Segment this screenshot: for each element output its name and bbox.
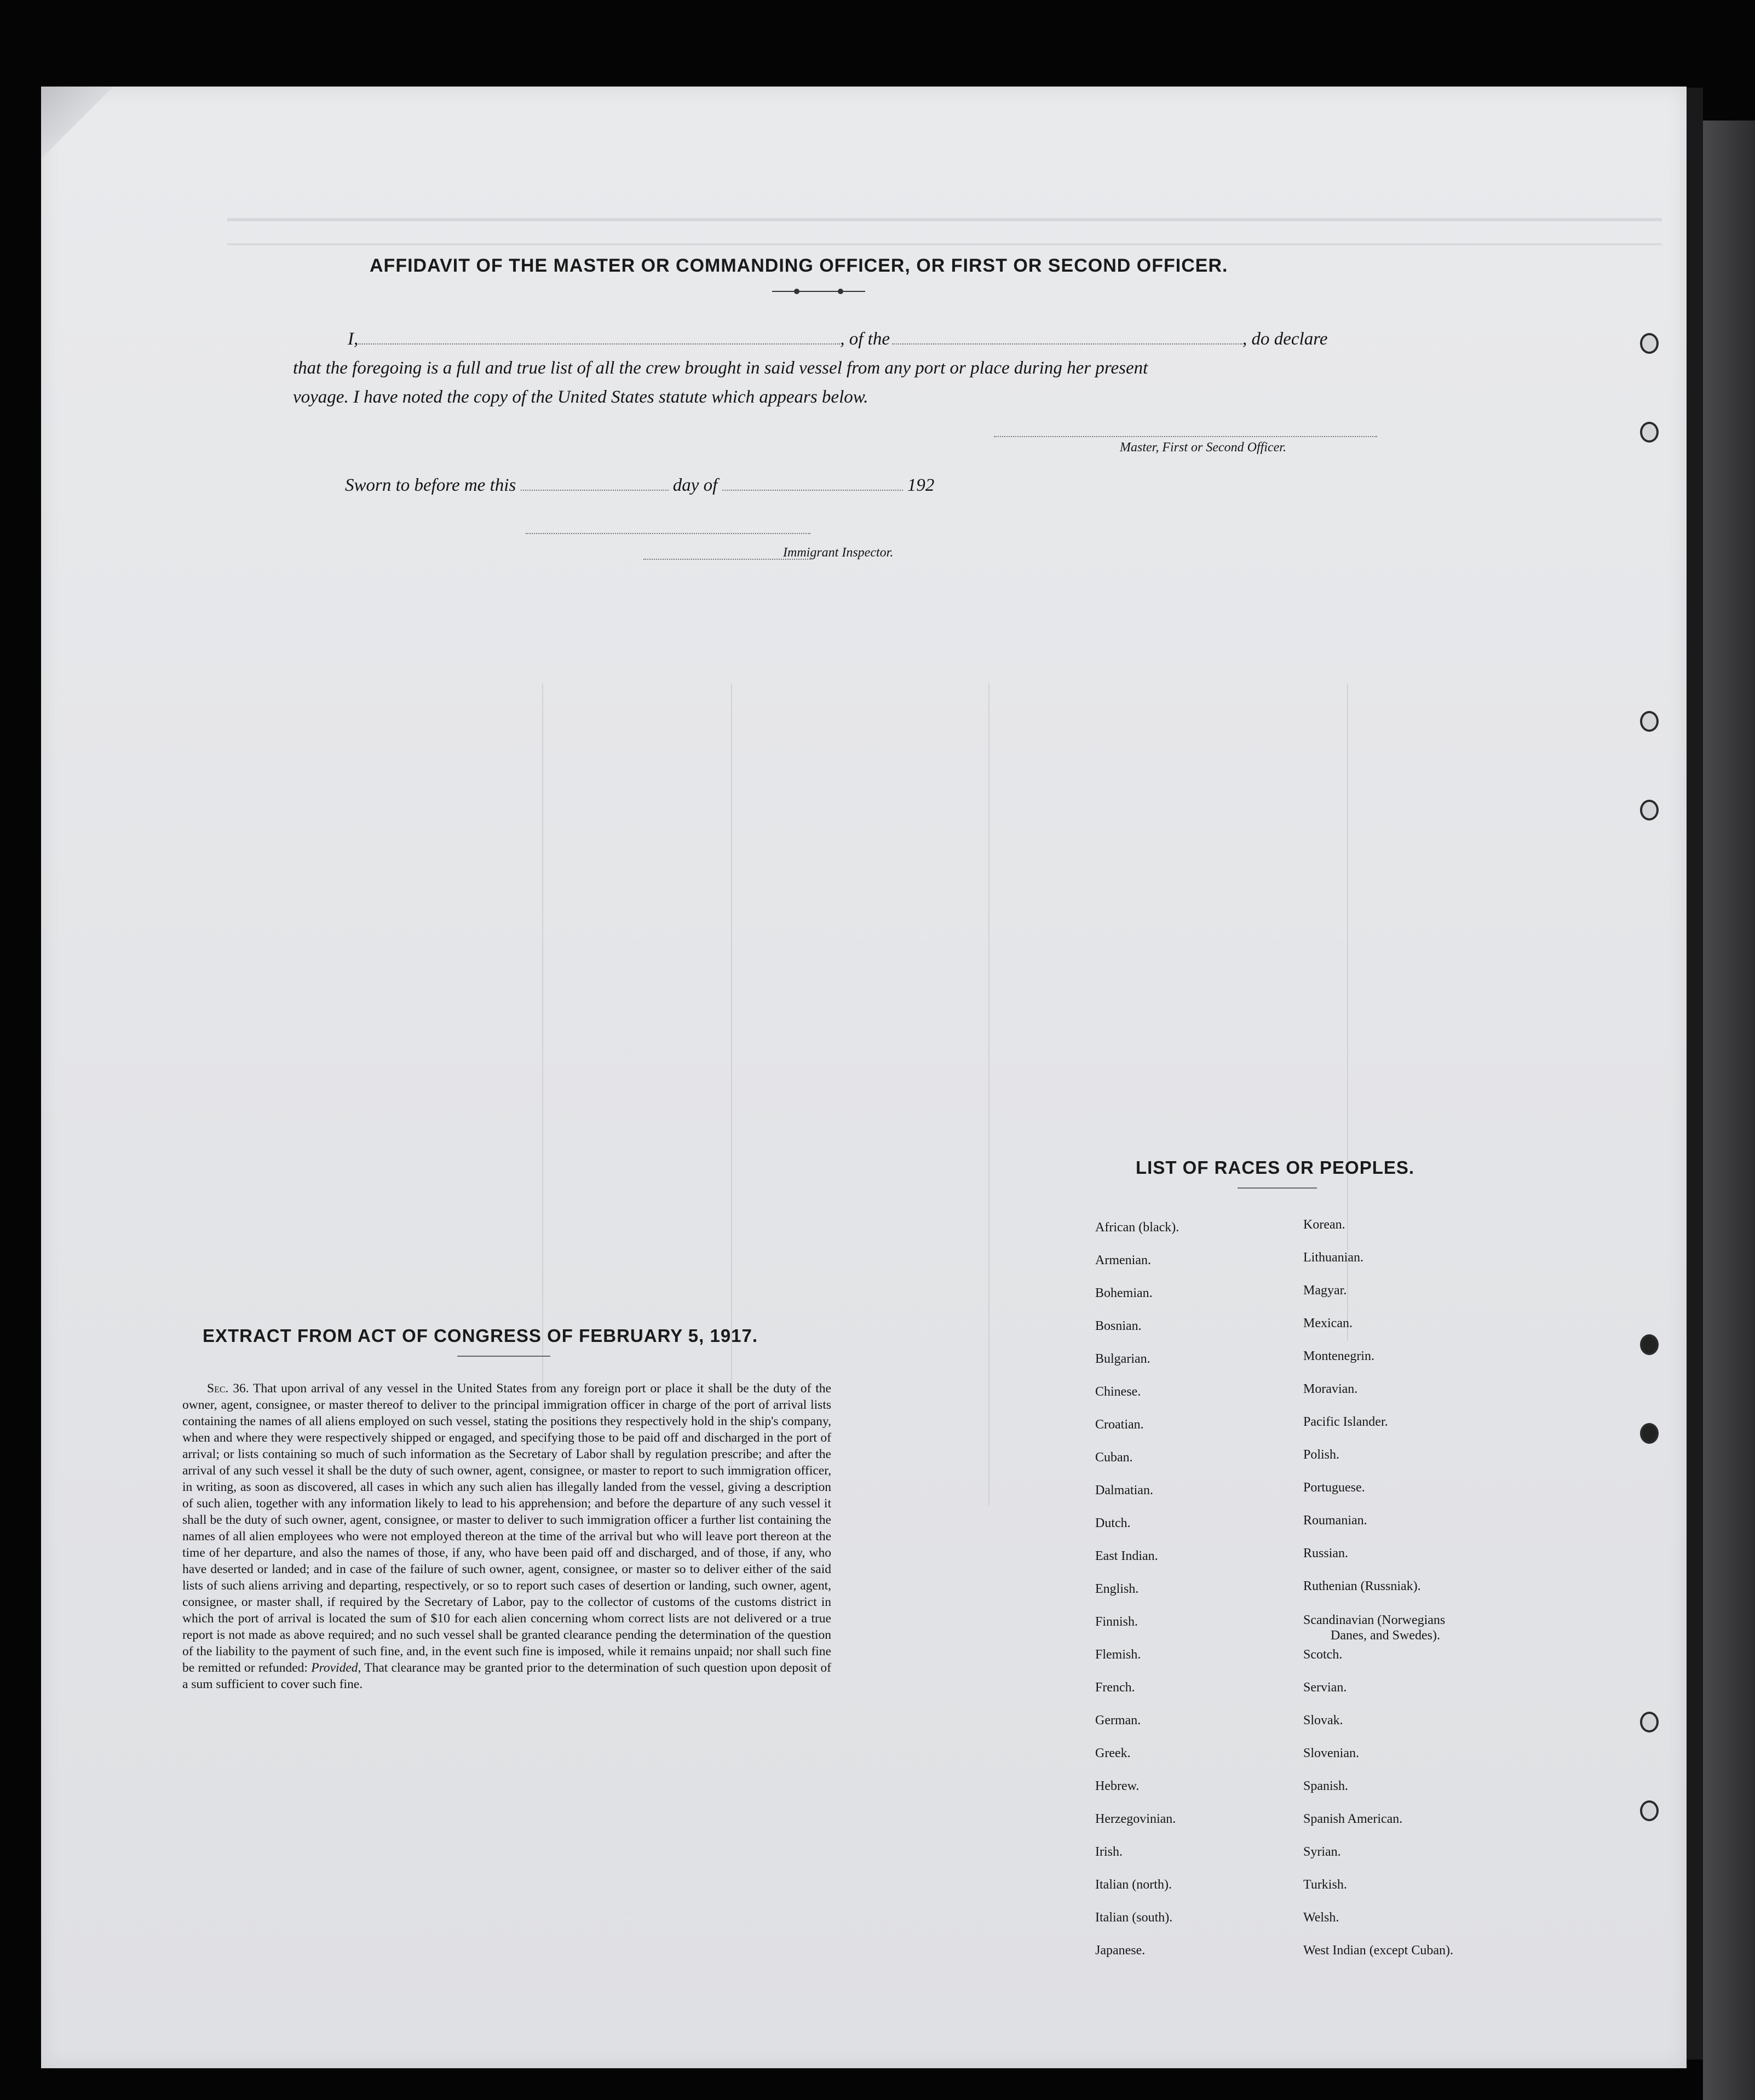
- binder-hole: [1640, 1423, 1659, 1444]
- master-signature-line[interactable]: [994, 436, 1377, 437]
- race-item: Finnish.: [1095, 1615, 1138, 1629]
- declaration-line: [293, 325, 1415, 354]
- race-item: Slovak.: [1303, 1713, 1343, 1728]
- affidavit-line-2: that the foregoing is a full and true list of all the crew brought in said vessel from any port or place during her present: [293, 358, 1148, 378]
- binder-hole: [1640, 800, 1659, 821]
- section-text-b: That clearance may be granted prior to the determination of such question upon deposit of a sum sufficient to cover such fine.: [182, 1661, 831, 1691]
- races-heading: LIST OF RACES OR PEOPLES.: [1136, 1157, 1415, 1178]
- manifest-page: [41, 87, 1687, 2068]
- race-item: Italian (south).: [1095, 1910, 1173, 1925]
- race-item: Spanish.: [1303, 1779, 1349, 1793]
- do-declare-label: , do declare: [1242, 329, 1328, 349]
- race-item: Bosnian.: [1095, 1319, 1142, 1333]
- race-item: Korean.: [1303, 1218, 1345, 1232]
- section-text-a: That upon arrival of any vessel in the United States from any foreign port or place it shall be the duty of the owner, agent, consignee, or master thereof to deliver to the principal immigration officer in charge of the port of arrival lists containing the names of all aliens employed on such vessel, stating the positions they respectively hold in the ship's company, when and where they were respectively shipped or engaged, and specifying those to be paid off and discharged in the port of arrival; or lists containing so much of such information as the Secretary of Labor shall by regulation prescribe; and after the arrival of any such vessel it shall be the duty of such owner, agent, consignee, or master to report to such immigration officer, in writing, as soon as discovered, all cases in which any such alien has illegally landed from the vessel, giving a description of such alien, together with any information likely to lead to his apprehension; and before the departure of any such vessel it shall be the duty of such owner, agent, consignee, or master to deliver to such immigration officer a further list containing the names of all alien employees who were not employed thereon at the time of the arrival but who will leave port thereon at the time of her departure, and also the names of those, if any, who have been paid off and discharged, and of those, if any, who have deserted or landed; and in case of the failure of such owner, agent, consignee, or master so to deliver either of the said lists of such aliens arriving and departing, respectively, or so to report such cases of desertion or landing, such owner, agent, consignee, or master shall, if required by the Secretary of Labor, pay to the collector of customs of the customs district in which the port of arrival is located the sum of $10 for each alien concerning whom correct lists are not delivered or a true report is not made as above required; and no such vessel shall be granted clearance pending the determination of the question of the liability to the payment of such fine, and, in the event such fine is imposed, while it remains unpaid; nor shall such fine be remitted or refunded:: [182, 1381, 831, 1675]
- race-item: Cuban.: [1095, 1450, 1133, 1465]
- race-item: Greek.: [1095, 1746, 1131, 1760]
- race-item: Hebrew.: [1095, 1779, 1140, 1793]
- faint-column-line: [988, 684, 989, 1505]
- race-item: Scandinavian (Norwegians: [1303, 1613, 1446, 1627]
- page-edge-shadow: [1687, 88, 1703, 2059]
- binder-hole: [1640, 333, 1659, 354]
- race-item: Spanish American.: [1303, 1812, 1403, 1826]
- race-item: East Indian.: [1095, 1549, 1158, 1563]
- binder-hole: [1640, 1334, 1659, 1355]
- race-item: Irish.: [1095, 1845, 1123, 1859]
- heading-ornament: [772, 288, 865, 295]
- races-rule: [1238, 1187, 1317, 1189]
- folded-corner: [41, 87, 118, 169]
- day-of-label: day of: [672, 475, 718, 495]
- background-strip: [1703, 121, 1755, 2100]
- race-item: Italian (north).: [1095, 1878, 1172, 1892]
- race-item: Turkish.: [1303, 1878, 1347, 1892]
- race-item: English.: [1095, 1582, 1139, 1596]
- inspector-caption: Immigrant Inspector.: [783, 546, 894, 560]
- race-item: Scotch.: [1303, 1648, 1343, 1662]
- extract-section-text: [182, 1380, 831, 1692]
- race-item: Polish.: [1303, 1448, 1340, 1462]
- race-item: Lithuanian.: [1303, 1250, 1363, 1265]
- master-caption: Master, First or Second Officer.: [1120, 440, 1286, 455]
- sworn-label: Sworn to before me this: [345, 475, 516, 495]
- affidavit-line-3: voyage. I have noted the copy of the United States statute which appears below.: [293, 387, 868, 407]
- year-prefix: 192: [907, 475, 935, 495]
- race-item: Magyar.: [1303, 1283, 1347, 1298]
- race-item: Herzegovinian.: [1095, 1812, 1176, 1826]
- race-item: Portuguese.: [1303, 1481, 1365, 1495]
- race-item: French.: [1095, 1680, 1135, 1695]
- race-item: Pacific Islander.: [1303, 1415, 1388, 1429]
- race-item: Bulgarian.: [1095, 1352, 1150, 1366]
- binder-hole: [1640, 1800, 1659, 1821]
- extract-rule: [457, 1356, 550, 1357]
- bleed-through-heading: [227, 218, 1662, 245]
- race-item: Slovenian.: [1303, 1746, 1359, 1760]
- race-item: Montenegrin.: [1303, 1349, 1374, 1363]
- of-the-label: , of the: [840, 329, 890, 349]
- sworn-statement: [345, 475, 934, 496]
- race-item: Mexican.: [1303, 1316, 1353, 1330]
- section-number: Sec. 36.: [207, 1381, 249, 1396]
- vessel-blank[interactable]: [892, 342, 1242, 345]
- day-blank[interactable]: [521, 489, 669, 491]
- race-item: Japanese.: [1095, 1943, 1146, 1958]
- faint-column-line: [1347, 684, 1348, 1341]
- race-item: Ruthenian (Russniak).: [1303, 1579, 1421, 1593]
- race-item: Flemish.: [1095, 1648, 1141, 1662]
- extract-heading: EXTRACT FROM ACT OF CONGRESS OF FEBRUARY 5, 1917.: [203, 1326, 758, 1346]
- binder-hole: [1640, 422, 1659, 443]
- race-item: Danes, and Swedes).: [1331, 1628, 1440, 1643]
- race-item: Dalmatian.: [1095, 1483, 1153, 1497]
- name-blank[interactable]: [358, 342, 840, 345]
- affidavit-heading: AFFIDAVIT OF THE MASTER OR COMMANDING OFFICER, OR FIRST OR SECOND OFFICER.: [370, 255, 1228, 276]
- race-item: Roumanian.: [1303, 1513, 1367, 1528]
- race-item: Bohemian.: [1095, 1286, 1153, 1300]
- race-item: German.: [1095, 1713, 1141, 1728]
- race-item: Moravian.: [1303, 1382, 1358, 1396]
- i-label: I,: [348, 329, 359, 349]
- affidavit-body: [293, 325, 1415, 412]
- race-item: African (black).: [1095, 1220, 1179, 1235]
- provided-word: Provided,: [311, 1661, 361, 1675]
- race-item: Russian.: [1303, 1546, 1349, 1560]
- race-item: Syrian.: [1303, 1845, 1341, 1859]
- race-item: Croatian.: [1095, 1418, 1144, 1432]
- binder-hole: [1640, 1712, 1659, 1732]
- month-blank[interactable]: [722, 489, 903, 491]
- race-item: Servian.: [1303, 1680, 1347, 1695]
- race-item: Armenian.: [1095, 1253, 1151, 1267]
- race-item: West Indian (except Cuban).: [1303, 1943, 1453, 1958]
- binder-hole: [1640, 711, 1659, 732]
- inspector-signature-line[interactable]: [526, 533, 810, 534]
- race-item: Welsh.: [1303, 1910, 1339, 1925]
- race-item: Dutch.: [1095, 1516, 1131, 1530]
- race-item: Chinese.: [1095, 1385, 1141, 1399]
